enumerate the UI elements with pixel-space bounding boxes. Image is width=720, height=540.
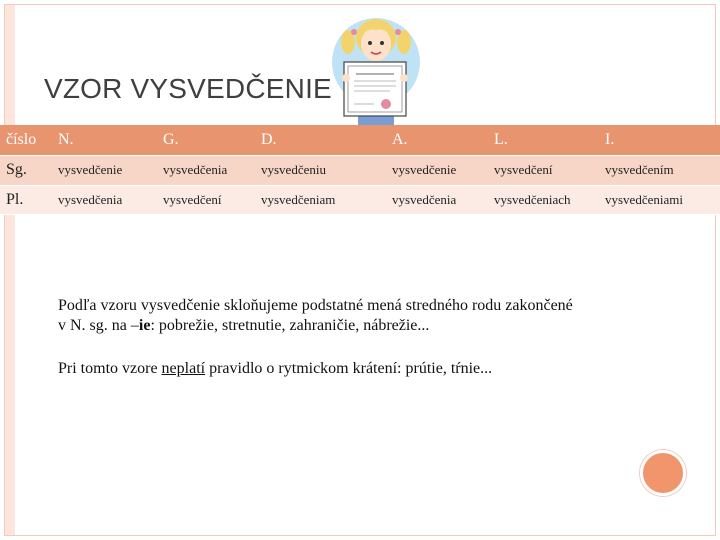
table-cell: vysvedčení — [157, 185, 255, 214]
table-header-cell: I. — [599, 125, 720, 155]
table-row — [0, 185, 720, 214]
explanation-line-2-rest: : pobrežie, stretnutie, zahraničie, nábrežie... — [150, 317, 430, 334]
explanation-line-1: Podľa vzoru vysvedčenie skloňujeme podstatné mená stredného rodu zakončené — [58, 297, 573, 314]
table-cell: vysvedčení — [488, 155, 599, 185]
table-cell: vysvedčenia — [157, 155, 255, 185]
table-cell: vysvedčeniach — [488, 185, 599, 214]
declension-table — [0, 125, 720, 215]
table-cell: vysvedčeniu — [255, 155, 386, 185]
table-cell: vysvedčením — [599, 155, 720, 185]
table-row-label: Pl. — [0, 185, 52, 214]
table-cell: vysvedčenie — [52, 155, 157, 185]
table-row — [0, 155, 720, 185]
table-row-label: Sg. — [0, 155, 52, 185]
table-header-cell: G. — [157, 125, 255, 155]
explanation-paragraph-2 — [58, 359, 668, 379]
explanation-text — [58, 296, 668, 402]
rule-prefix: Pri tomto vzore — [58, 360, 162, 377]
girl-with-certificate-image — [330, 14, 422, 134]
decorative-circle — [640, 450, 686, 496]
table-header-cell: A. — [386, 125, 488, 155]
table-header-row — [0, 125, 720, 155]
table-header-cell: N. — [52, 125, 157, 155]
table-header-cell: D. — [255, 125, 386, 155]
slide-title: VZOR VYSVEDČENIE — [44, 73, 332, 104]
table-cell: vysvedčeniam — [255, 185, 386, 214]
table-header-cell: L. — [488, 125, 599, 155]
rule-rest: pravidlo o rytmickom krátení: prútie, tŕnie... — [205, 360, 493, 377]
explanation-paragraph-1 — [58, 296, 668, 336]
explanation-line-2-prefix: v N. sg. na – — [58, 317, 139, 334]
ending-ie: ie — [138, 317, 151, 334]
rule-negation: neplatí — [161, 360, 206, 377]
table-cell: vysvedčenia — [52, 185, 157, 214]
table-header-cell: číslo — [0, 125, 52, 155]
slide-left-strip — [5, 5, 15, 535]
table-cell: vysvedčeniami — [599, 185, 720, 214]
table-cell: vysvedčenia — [386, 185, 488, 214]
table-cell: vysvedčenie — [386, 155, 488, 185]
